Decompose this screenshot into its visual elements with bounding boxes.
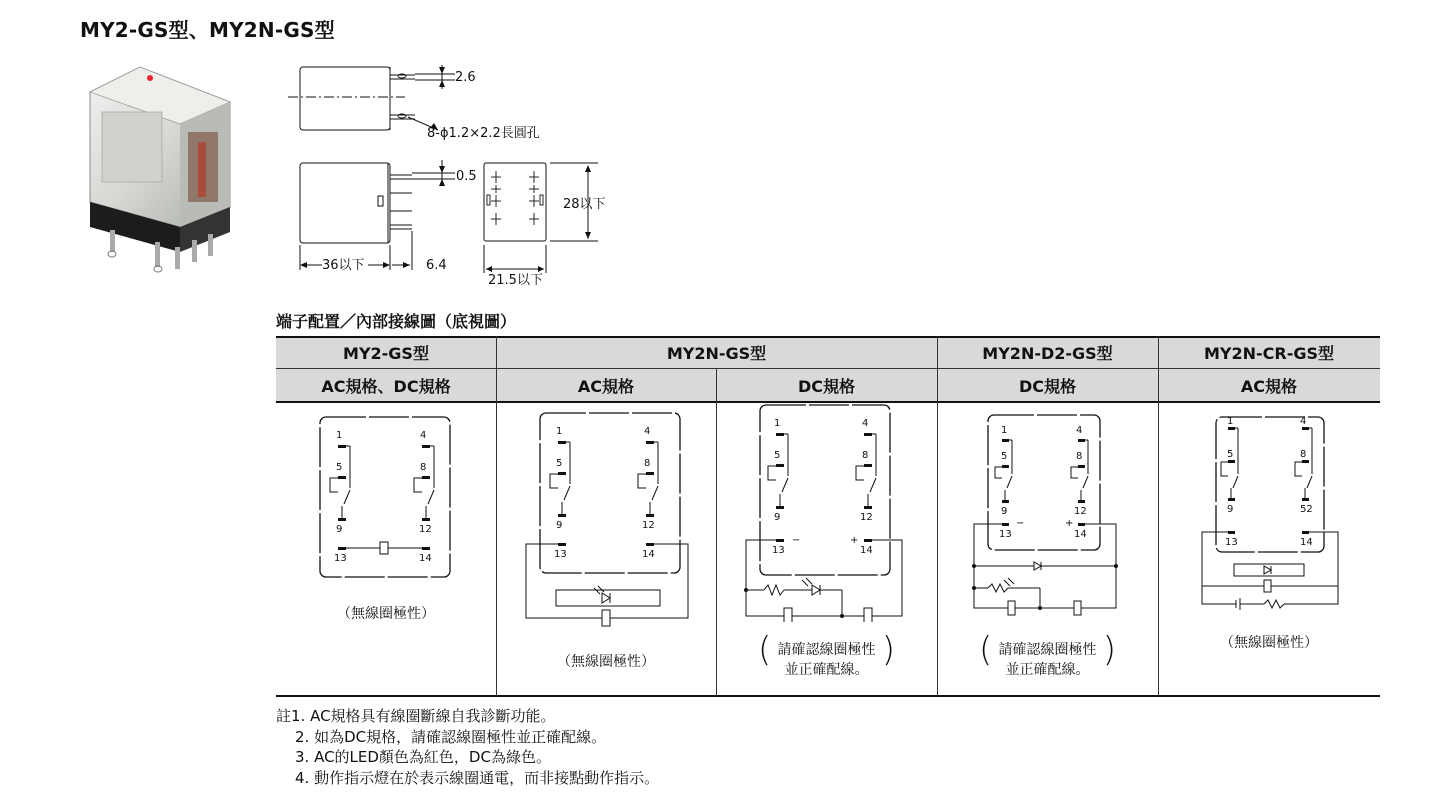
svg-text:9: 9: [1001, 506, 1008, 517]
dimension-drawing: [280, 55, 620, 295]
header-model-my2-gs: MY2-GS型: [343, 343, 429, 363]
svg-text:14: 14: [1300, 537, 1313, 548]
svg-text:12: 12: [860, 512, 873, 523]
svg-text:8: 8: [862, 450, 869, 461]
svg-text:52: 52: [1300, 504, 1313, 515]
wiring-diagram-my2-gs: [316, 414, 456, 582]
svg-text:12: 12: [1074, 506, 1087, 517]
caption-my2n-cr-gs: （無線圈極性）: [1220, 635, 1318, 651]
note-2: 2. 如為DC規格，請確認線圈極性並正確配線。: [295, 727, 607, 746]
svg-text:13: 13: [772, 545, 785, 556]
svg-text:+: +: [850, 535, 859, 546]
dim-2-6: 2.6: [455, 70, 476, 85]
spec-ac-2: AC規格: [1240, 376, 1298, 396]
svg-text:−: −: [792, 535, 801, 546]
wiring-diagram-my2n-cr-gs: [1198, 414, 1348, 614]
svg-text:14: 14: [642, 549, 655, 560]
section-title: 端子配置／內部接線圖（底視圖）: [276, 312, 517, 331]
page-title: MY2-GS型、MY2N-GS型: [80, 18, 335, 42]
caption-my2n-d2-gs: ( 請確認線圈極性 並正確配線。 ): [979, 630, 1116, 678]
svg-text:8: 8: [1300, 449, 1307, 460]
svg-text:12: 12: [419, 524, 432, 535]
dim-21-5: 21.5以下: [488, 273, 543, 288]
svg-text:+: +: [1065, 518, 1074, 529]
dim-0-5: 0.5: [456, 169, 477, 184]
svg-text:4: 4: [644, 426, 651, 437]
dim-hole-spec: 8-ϕ1.2×2.2長圓孔: [427, 126, 540, 141]
note-3: 3. AC的LED顏色為紅色，DC為綠色。: [295, 748, 551, 766]
wiring-diagram-my2n-d2-gs: [970, 412, 1130, 622]
svg-text:5: 5: [556, 458, 563, 469]
svg-text:8: 8: [644, 458, 651, 469]
svg-text:1: 1: [556, 426, 563, 437]
header-model-my2n-d2-gs: MY2N-D2-GS型: [982, 343, 1113, 363]
notes-list: [276, 706, 659, 788]
svg-text:5: 5: [1001, 451, 1008, 462]
svg-text:1: 1: [1001, 425, 1008, 436]
svg-text:9: 9: [336, 524, 343, 535]
header-model-my2n-gs: MY2N-GS型: [666, 343, 767, 363]
svg-text:14: 14: [419, 553, 432, 564]
svg-text:13: 13: [334, 553, 347, 564]
terminal-table: [276, 336, 1380, 696]
svg-text:−: −: [1016, 518, 1025, 529]
svg-text:13: 13: [1225, 537, 1238, 548]
header-model-my2n-cr-gs: MY2N-CR-GS型: [1203, 343, 1335, 363]
svg-text:9: 9: [1227, 504, 1234, 515]
note-1: 註1. AC規格具有線圈斷線自我診斷功能。: [276, 707, 556, 725]
svg-text:8: 8: [1076, 451, 1083, 462]
dim-28: 28以下: [563, 197, 606, 212]
caption-my2n-gs-ac: （無線圈極性）: [557, 654, 655, 670]
wiring-diagram-my2n-gs-ac: [524, 410, 694, 630]
svg-text:5: 5: [336, 462, 343, 473]
caption-my2n-gs-dc: ( 請確認線圈極性 並正確配線。 ): [758, 630, 895, 678]
svg-text:4: 4: [1076, 425, 1083, 436]
svg-text:13: 13: [554, 549, 567, 560]
svg-text:1: 1: [336, 430, 343, 441]
dim-36: 36以下: [322, 258, 365, 273]
note-4: 4. 動作指示燈在於表示線圈通電，而非接點動作指示。: [295, 768, 660, 787]
caption-my2-gs: （無線圈極性）: [337, 606, 435, 622]
svg-text:14: 14: [860, 545, 873, 556]
svg-text:13: 13: [999, 529, 1012, 540]
svg-text:4: 4: [1300, 416, 1307, 427]
svg-text:4: 4: [862, 418, 869, 429]
svg-text:5: 5: [1227, 449, 1234, 460]
spec-ac-1: AC規格: [577, 376, 635, 396]
svg-text:1: 1: [774, 418, 781, 429]
svg-text:5: 5: [774, 450, 781, 461]
svg-text:9: 9: [556, 520, 563, 531]
svg-text:9: 9: [774, 512, 781, 523]
dim-6-4: 6.4: [426, 258, 447, 273]
svg-text:12: 12: [642, 520, 655, 531]
spec-dc-2: DC規格: [1018, 376, 1077, 396]
svg-text:14: 14: [1074, 529, 1087, 540]
relay-photo: [80, 62, 240, 277]
spec-ac-dc: AC規格、DC規格: [321, 376, 451, 396]
spec-dc-1: DC規格: [797, 376, 856, 396]
wiring-diagram-my2n-gs-dc: [742, 402, 914, 622]
svg-text:1: 1: [1227, 416, 1234, 427]
svg-text:8: 8: [420, 462, 427, 473]
svg-text:4: 4: [420, 430, 427, 441]
